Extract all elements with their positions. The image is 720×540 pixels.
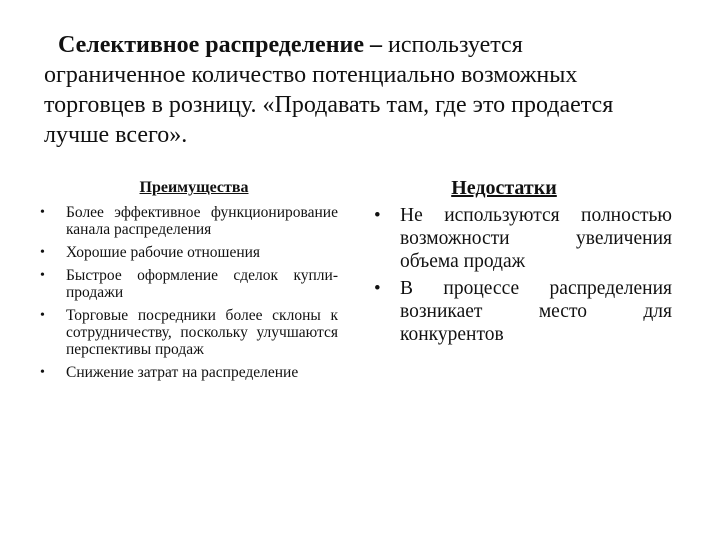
disadvantages-column <box>372 176 672 350</box>
bullet-icon: • <box>40 205 45 220</box>
bullet-icon: • <box>40 365 45 380</box>
intro-dash: – <box>364 32 389 58</box>
bullet-icon: • <box>374 205 381 226</box>
advantages-item-text: Снижение затрат на распределение <box>66 364 299 381</box>
advantages-item <box>40 244 338 261</box>
intro-paragraph <box>44 30 684 150</box>
bullet-icon: • <box>40 308 45 323</box>
bullet-icon: • <box>374 278 381 299</box>
advantages-item-text: Быстрое оформление сделок купли-продажи <box>66 267 338 301</box>
disadvantages-item <box>372 277 672 346</box>
advantages-item <box>40 204 338 238</box>
intro-text-line1: используется <box>388 32 523 58</box>
intro-first-line <box>44 30 684 60</box>
intro-term: Селективное распределение <box>58 32 365 58</box>
advantages-item-text: Торговые посредники более склоны к сотрудничеству, поскольку улучшаются перспективы продаж <box>66 307 338 358</box>
bullet-icon: • <box>40 245 45 260</box>
advantages-heading: Преимущества <box>139 179 249 196</box>
advantages-item <box>40 267 338 301</box>
disadvantages-item-text: В процессе распределения возникает место для конкурентов <box>400 278 672 345</box>
advantages-item <box>40 307 338 358</box>
advantages-item-text: Более эффективное функционирование канала распределения <box>66 204 338 238</box>
advantages-item-text: Хорошие рабочие отношения <box>66 244 261 261</box>
intro-text-rest: ограниченное количество потенциально возможных торговцев в розницу. «Продавать там, где это продается лучше всего». <box>44 62 614 148</box>
bullet-icon: • <box>40 268 45 283</box>
advantages-list <box>40 204 338 381</box>
disadvantages-item-text: Не используются полностью возможности увеличения объема продаж <box>400 205 672 272</box>
advantages-column <box>40 178 338 387</box>
disadvantages-item <box>372 204 672 273</box>
advantages-item <box>40 364 338 381</box>
disadvantages-list <box>372 204 672 346</box>
disadvantages-heading: Недостатки <box>451 177 557 199</box>
